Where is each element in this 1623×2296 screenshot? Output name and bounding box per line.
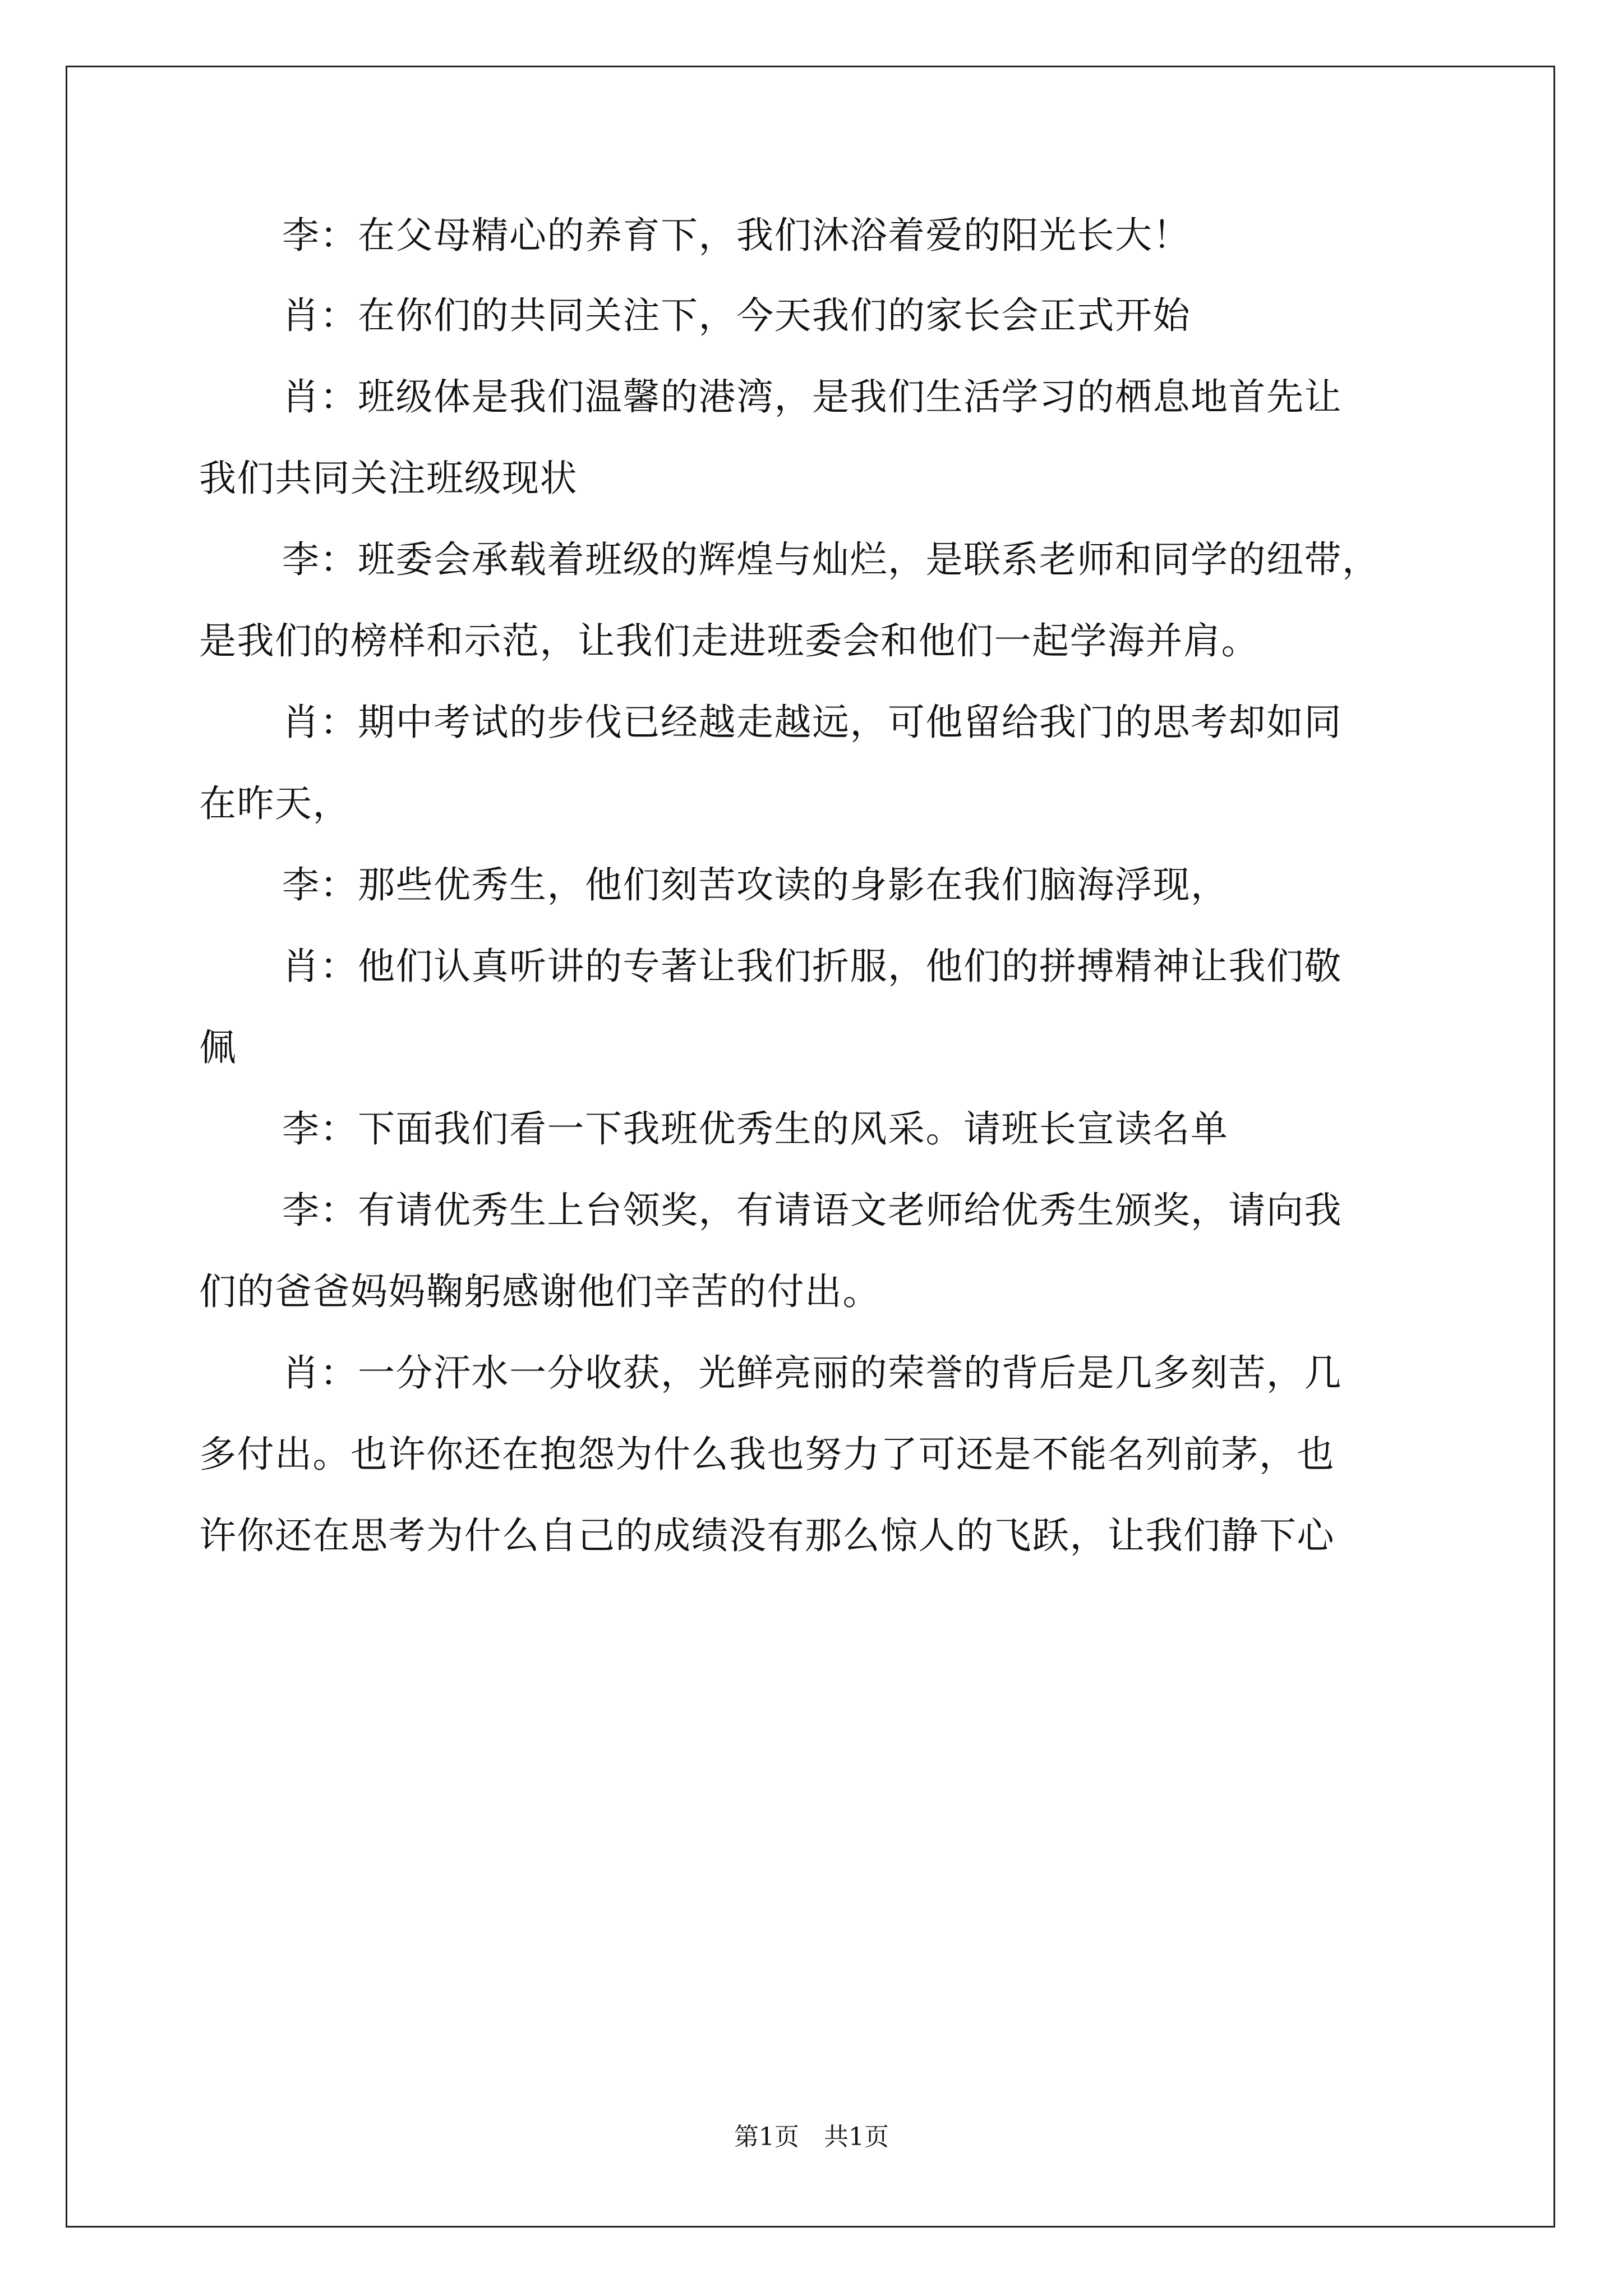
dialogue-line-continuation: 多付出。也许你还在抱怨为什么我也努力了可还是不能名列前茅，也 xyxy=(199,1433,1335,1476)
dialogue-line-continuation: 是我们的榜样和示范，让我们走进班委会和他们一起学海并肩。 xyxy=(199,619,1259,662)
dialogue-line: 李：有请优秀生上台领奖，有请语文老师给优秀生颁奖，请向我 xyxy=(282,1189,1342,1232)
dialogue-line: 肖：期中考试的步伐已经越走越远，可他留给我门的思考却如同 xyxy=(282,701,1342,744)
dialogue-line-continuation: 在昨天， xyxy=(199,782,351,825)
dialogue-line: 肖：一分汗水一分收获，光鲜亮丽的荣誉的背后是几多刻苦，几 xyxy=(282,1351,1342,1395)
dialogue-line-continuation: 们的爸爸妈妈鞠躬感谢他们辛苦的付出。 xyxy=(199,1270,880,1313)
dialogue-line: 肖：在你们的共同关注下，今天我们的家长会正式开始 xyxy=(282,294,1191,337)
dialogue-line: 李：下面我们看一下我班优秀生的风采。请班长宣读名单 xyxy=(282,1107,1229,1151)
page-footer: 第1页 共1页 xyxy=(734,2123,889,2151)
dialogue-line: 李：在父母精心的养育下，我们沐浴着爱的阳光长大！ xyxy=(282,214,1191,257)
dialogue-line-continuation: 我们共同关注班级现状 xyxy=(199,457,578,500)
dialogue-line: 李：班委会承载着班级的辉煌与灿烂，是联系老师和同学的纽带， xyxy=(282,538,1380,581)
dialogue-line: 肖：班级体是我们温馨的港湾，是我们生活学习的栖息地首先让 xyxy=(282,375,1342,418)
dialogue-line-continuation: 许你还在思考为什么自己的成绩没有那么惊人的飞跃，让我们静下心 xyxy=(199,1514,1335,1557)
dialogue-line-continuation: 佩 xyxy=(199,1026,237,1069)
dialogue-line: 肖：他们认真听讲的专著让我们折服，他们的拼搏精神让我们敬 xyxy=(282,945,1342,988)
dialogue-line: 李：那些优秀生，他们刻苦攻读的身影在我们脑海浮现， xyxy=(282,863,1229,907)
